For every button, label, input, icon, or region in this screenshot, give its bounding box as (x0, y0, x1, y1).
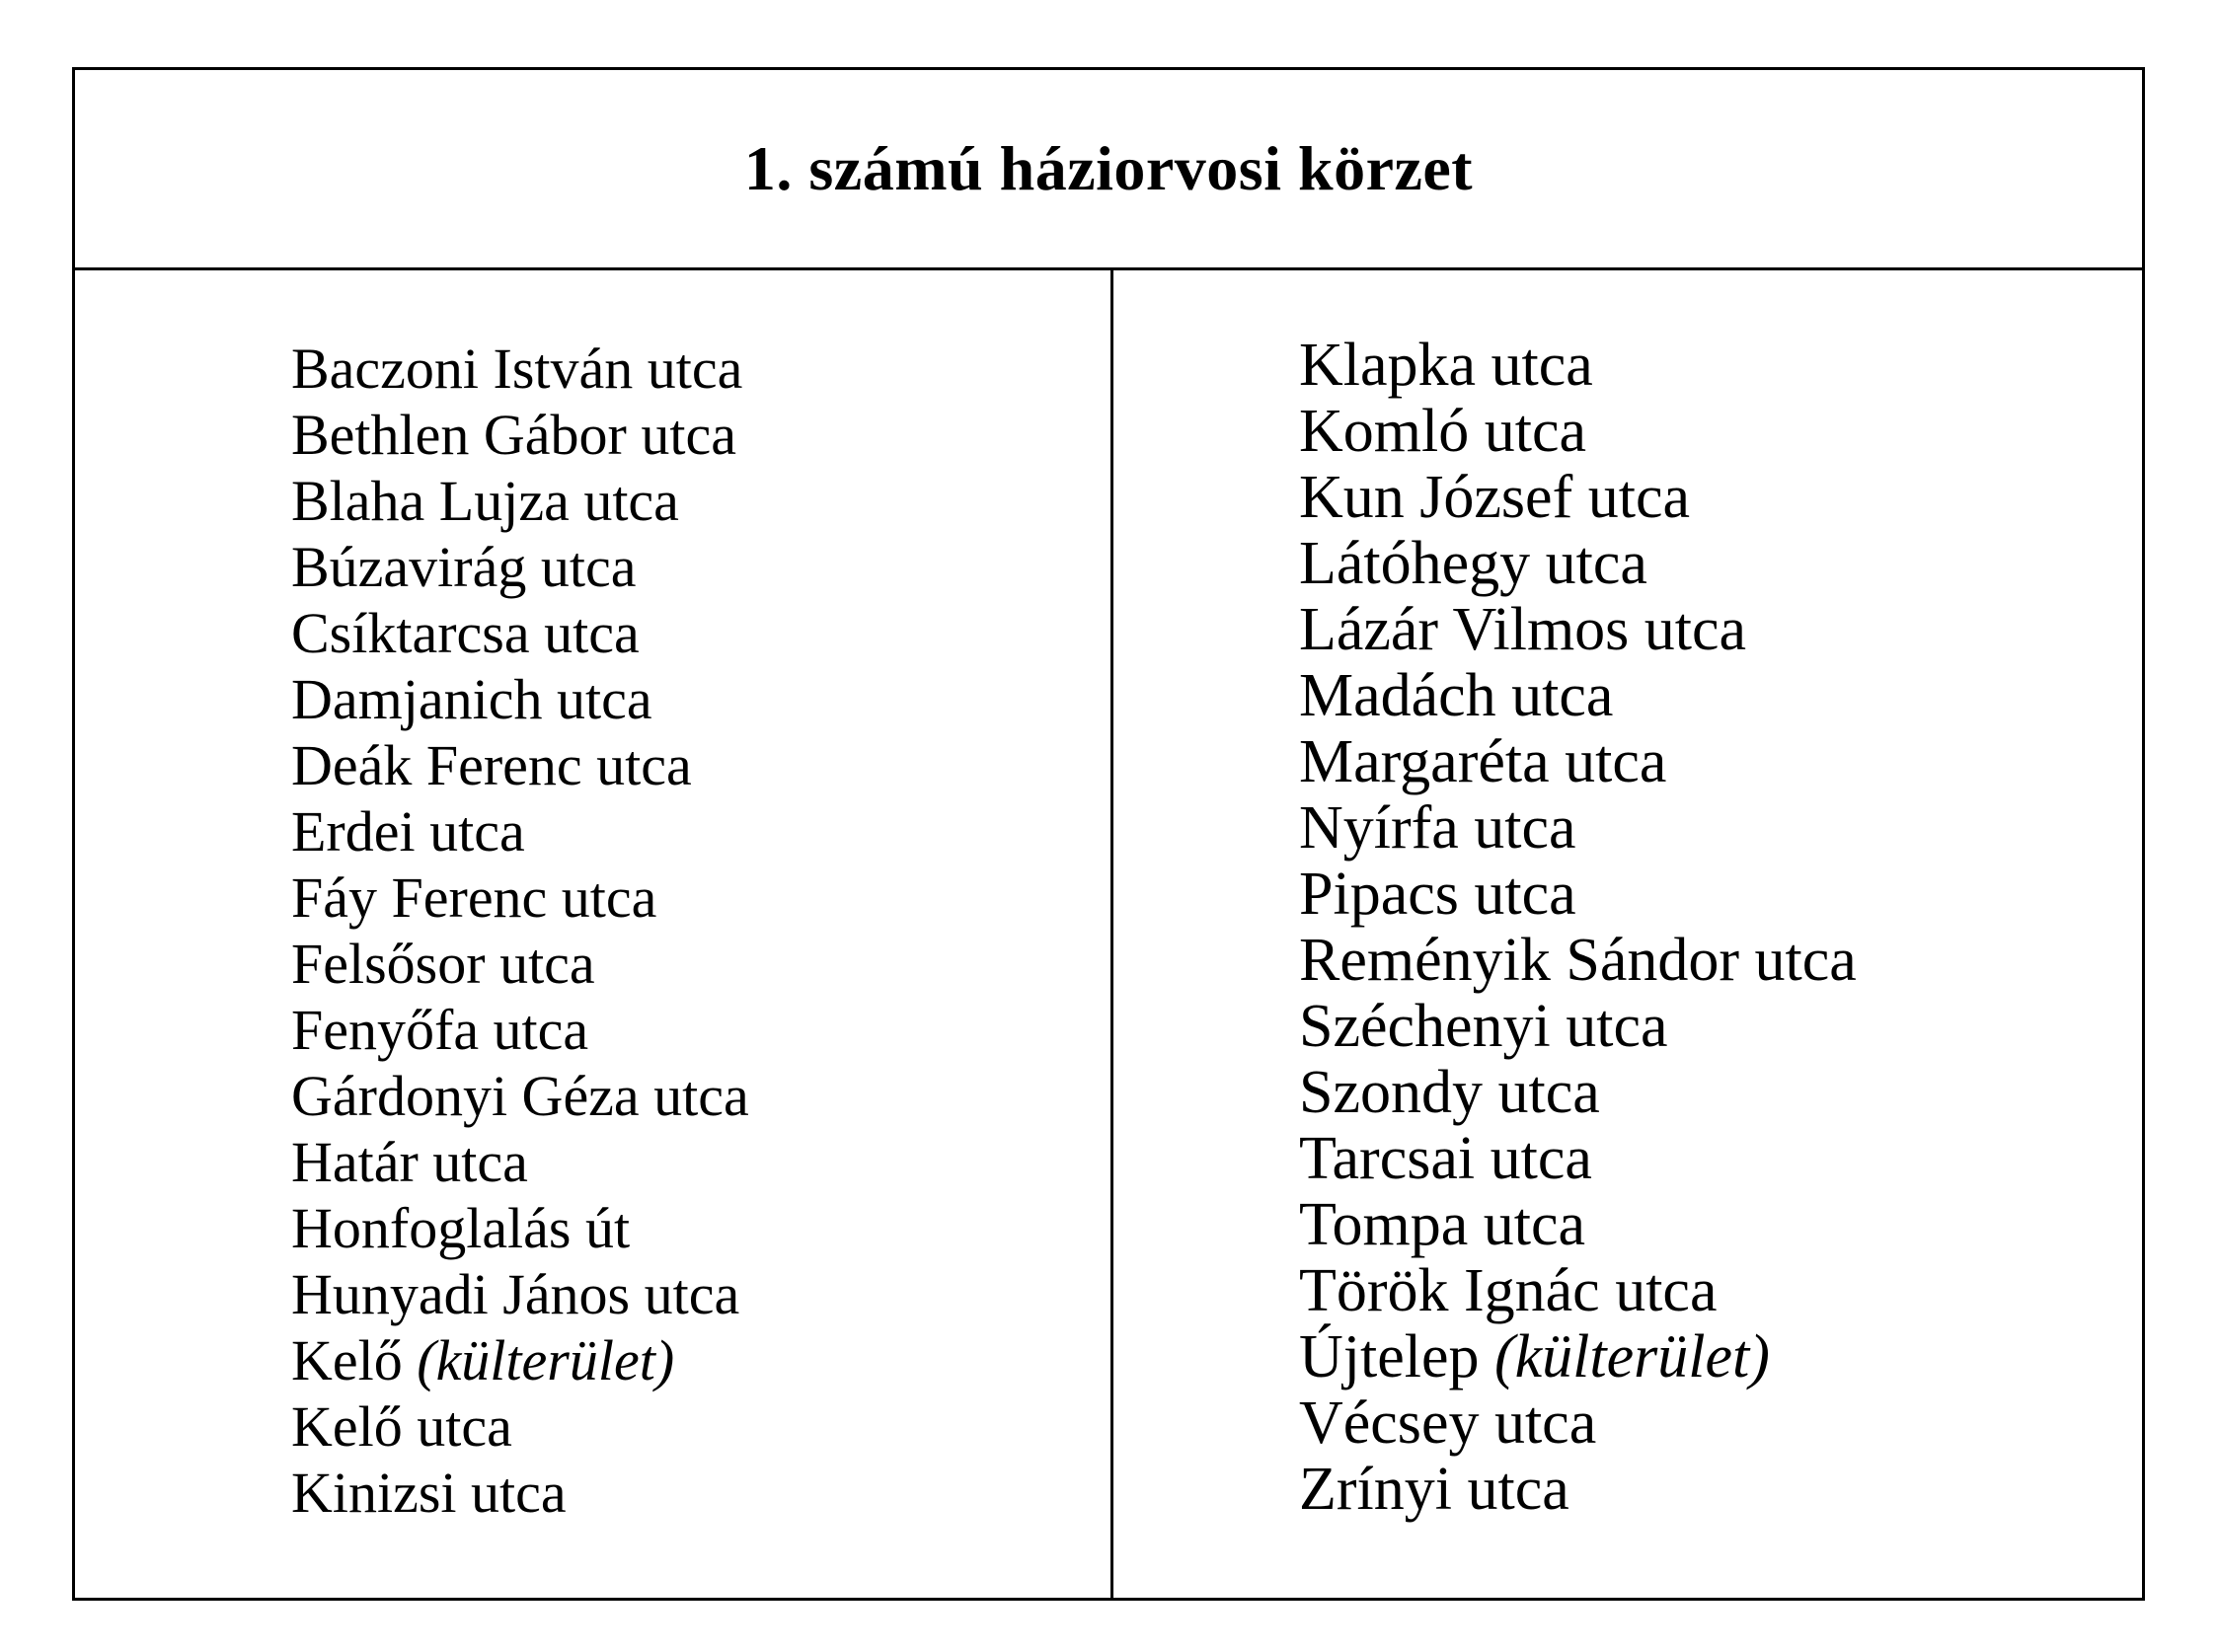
street-item (291, 1261, 1110, 1327)
street-item (291, 336, 1110, 402)
street-name: Blaha Lujza utca (291, 469, 679, 533)
street-name: Fenyőfa utca (291, 998, 589, 1062)
street-item (1299, 1457, 2142, 1523)
street-item (291, 1063, 1110, 1129)
street-name: Tarcsai utca (1299, 1125, 1592, 1192)
street-name: Vécsey utca (1299, 1389, 1597, 1457)
street-name: Pipacs utca (1299, 861, 1576, 928)
street-name: Kinizsi utca (291, 1461, 567, 1525)
street-column-right (1113, 270, 2142, 1598)
street-name: Kun József utca (1299, 464, 1690, 531)
street-name: Erdei utca (291, 799, 525, 864)
street-item (1299, 862, 2142, 928)
street-name: Hunyadi János utca (291, 1262, 740, 1326)
street-name: Madách utca (1299, 662, 1614, 729)
street-name: Kelő utca (291, 1394, 512, 1459)
street-name: Újtelep (1299, 1323, 1480, 1390)
street-name: Reményik Sándor utca (1299, 927, 1857, 994)
street-item (1299, 399, 2142, 465)
street-name: Honfoglalás út (291, 1196, 631, 1260)
street-name: Nyírfa utca (1299, 794, 1576, 862)
street-item (291, 1460, 1110, 1526)
street-item (1299, 465, 2142, 531)
street-item (1299, 729, 2142, 795)
street-name: Határ utca (291, 1130, 528, 1194)
table-header-row (75, 70, 2142, 270)
street-name: Felsősor utca (291, 932, 595, 996)
district-table (72, 67, 2145, 1601)
street-name: Széchenyi utca (1299, 993, 1668, 1060)
street-item (1299, 333, 2142, 399)
street-item (1299, 1126, 2142, 1192)
street-note: (külterület) (1494, 1323, 1770, 1390)
street-note: (külterület) (417, 1328, 675, 1392)
table-body-row (75, 270, 2142, 1598)
street-name: Látóhegy utca (1299, 530, 1647, 597)
street-name: Bethlen Gábor utca (291, 403, 736, 467)
street-name: Csíktarcsa utca (291, 601, 640, 665)
street-item (291, 600, 1110, 666)
street-item (291, 931, 1110, 997)
street-item (291, 864, 1110, 931)
street-list-right (1113, 270, 2142, 1523)
street-item (1299, 795, 2142, 862)
street-name: Búzavirág utca (291, 535, 637, 599)
street-item (291, 534, 1110, 600)
street-item (1299, 1192, 2142, 1258)
street-item (291, 1393, 1110, 1460)
street-name: Komló utca (1299, 398, 1586, 465)
street-item (291, 402, 1110, 468)
street-item (291, 666, 1110, 732)
street-item (291, 468, 1110, 534)
street-list-left (75, 270, 1110, 1526)
street-item (1299, 531, 2142, 597)
street-name: Margaréta utca (1299, 728, 1667, 795)
street-item (1299, 597, 2142, 663)
district-title: 1. számú háziorvosi körzet (743, 133, 1474, 203)
street-item (291, 1195, 1110, 1261)
street-name: Deák Ferenc utca (291, 733, 692, 797)
street-name: Fáy Ferenc utca (291, 865, 657, 930)
street-name: Tompa utca (1299, 1191, 1586, 1258)
street-name: Zrínyi utca (1299, 1456, 1569, 1523)
street-name: Török Ignác utca (1299, 1257, 1718, 1324)
street-name: Gárdonyi Géza utca (291, 1064, 749, 1128)
street-item (1299, 1390, 2142, 1457)
street-name: Klapka utca (1299, 332, 1593, 399)
street-name: Kelő (291, 1328, 403, 1392)
street-item (1299, 1324, 2142, 1390)
street-name: Baczoni István utca (291, 337, 743, 401)
street-item (1299, 1060, 2142, 1126)
street-name: Szondy utca (1299, 1059, 1600, 1126)
street-item (1299, 928, 2142, 994)
street-item (291, 732, 1110, 798)
street-name: Lázár Vilmos utca (1299, 596, 1747, 663)
street-column-left (75, 270, 1113, 1598)
street-item (1299, 994, 2142, 1060)
street-item (291, 997, 1110, 1063)
street-name: Damjanich utca (291, 667, 652, 731)
street-item (291, 1129, 1110, 1195)
street-item (291, 1327, 1110, 1393)
street-item (1299, 1258, 2142, 1324)
street-item (1299, 663, 2142, 729)
street-item (291, 798, 1110, 864)
